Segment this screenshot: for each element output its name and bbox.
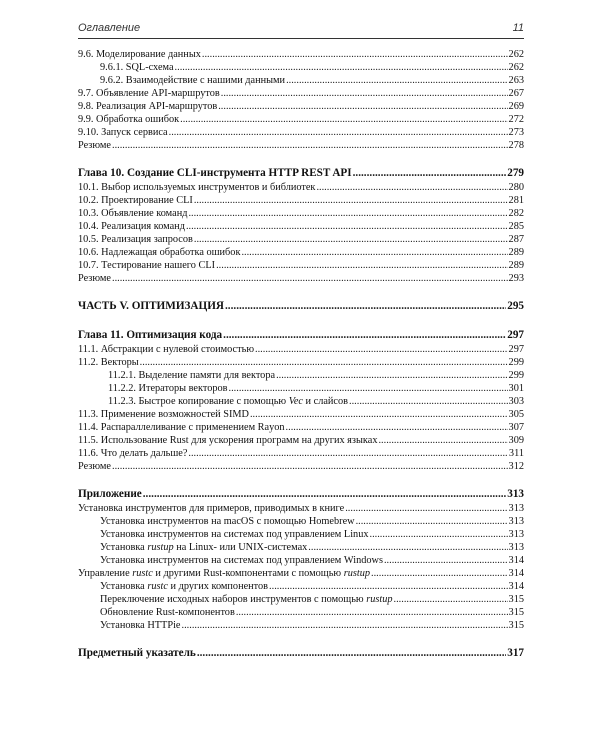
toc-entry: Резюме ..... 293	[78, 272, 524, 285]
toc-entry: 11.6. Что делать дальше? ..... 311	[78, 447, 524, 460]
toc-entry: 9.6. Моделирование данных ..... 262	[78, 48, 524, 61]
toc-part-5: ЧАСТЬ V. ОПТИМИЗАЦИЯ ..... 295	[78, 298, 524, 314]
toc-entry: Установка HTTPie ..... 315	[78, 619, 524, 632]
toc-entry: 10.5. Реализация запросов ..... 287	[78, 233, 524, 246]
running-header-title: Оглавление	[78, 22, 141, 34]
toc-entry: Управление rustc и другими Rust-компонентами с помощью rustup ..... 314	[78, 567, 524, 580]
toc-entry: Установка rustc и других компонентов ..... 314	[78, 580, 524, 593]
toc-entry: 10.7. Тестирование нашего CLI ..... 289	[78, 259, 524, 272]
toc-entry: 11.3. Применение возможностей SIMD ..... 305	[78, 408, 524, 421]
page-number: 11	[512, 22, 524, 34]
toc-entry: 11.2. Векторы ..... 299	[78, 356, 524, 369]
toc-entry: Установка инструментов на системах под управлением Linux ..... 313	[78, 528, 524, 541]
toc-entry: 10.2. Проектирование CLI ..... 281	[78, 194, 524, 207]
toc-entry: 9.6.1. SQL-схема ..... 262	[78, 61, 524, 74]
toc-entry: 9.9. Обработка ошибок ..... 272	[78, 113, 524, 126]
toc-entry: 9.6.2. Взаимодействие с нашими данными ..... 263	[78, 74, 524, 87]
toc-entry: Установка rustup на Linux- или UNIX-системах ..... 313	[78, 541, 524, 554]
toc-entry: 10.1. Выбор используемых инструментов и библиотек ..... 280	[78, 181, 524, 194]
toc-chapter-10: Глава 10. Создание CLI-инструмента HTTP REST API ..... 279	[78, 165, 524, 181]
table-of-contents	[78, 48, 524, 661]
toc-entry: 9.8. Реализация API-маршрутов ..... 269	[78, 100, 524, 113]
toc-entry: 11.4. Распараллеливание с применением Rayon ..... 307	[78, 421, 524, 434]
toc-entry: Установка инструментов на системах под управлением Windows ..... 314	[78, 554, 524, 567]
toc-entry: 10.6. Надлежащая обработка ошибок ..... 289	[78, 246, 524, 259]
toc-entry: 11.2.3. Быстрое копирование с помощью Vec и слайсов ..... 303	[78, 395, 524, 408]
toc-entry: Переключение исходных наборов инструментов с помощью rustup ..... 315	[78, 593, 524, 606]
running-header	[78, 22, 524, 39]
toc-entry: 9.10. Запуск сервиса ..... 273	[78, 126, 524, 139]
toc-index: Предметный указатель ..... 317	[78, 645, 524, 661]
toc-entry: Установка инструментов на macOS с помощью Homebrew ..... 313	[78, 515, 524, 528]
toc-entry: 11.2.2. Итераторы векторов ..... 301	[78, 382, 524, 395]
toc-entry: 11.1. Абстракции с нулевой стоимостью ..... 297	[78, 343, 524, 356]
toc-entry: Резюме ..... 312	[78, 460, 524, 473]
toc-entry: Обновление Rust-компонентов ..... 315	[78, 606, 524, 619]
toc-entry: Установка инструментов для примеров, приводимых в книге ..... 313	[78, 502, 524, 515]
toc-entry: 10.3. Объявление команд ..... 282	[78, 207, 524, 220]
toc-entry: 11.5. Использование Rust для ускорения программ на других языках ..... 309	[78, 434, 524, 447]
toc-entry: Резюме ..... 278	[78, 139, 524, 152]
toc-entry: 10.4. Реализация команд ..... 285	[78, 220, 524, 233]
toc-entry: 9.7. Объявление API-маршрутов ..... 267	[78, 87, 524, 100]
toc-entry: 11.2.1. Выделение памяти для вектора ..... 299	[78, 369, 524, 382]
toc-appendix: Приложение ..... 313	[78, 486, 524, 502]
toc-chapter-11: Глава 11. Оптимизация кода ..... 297	[78, 327, 524, 343]
